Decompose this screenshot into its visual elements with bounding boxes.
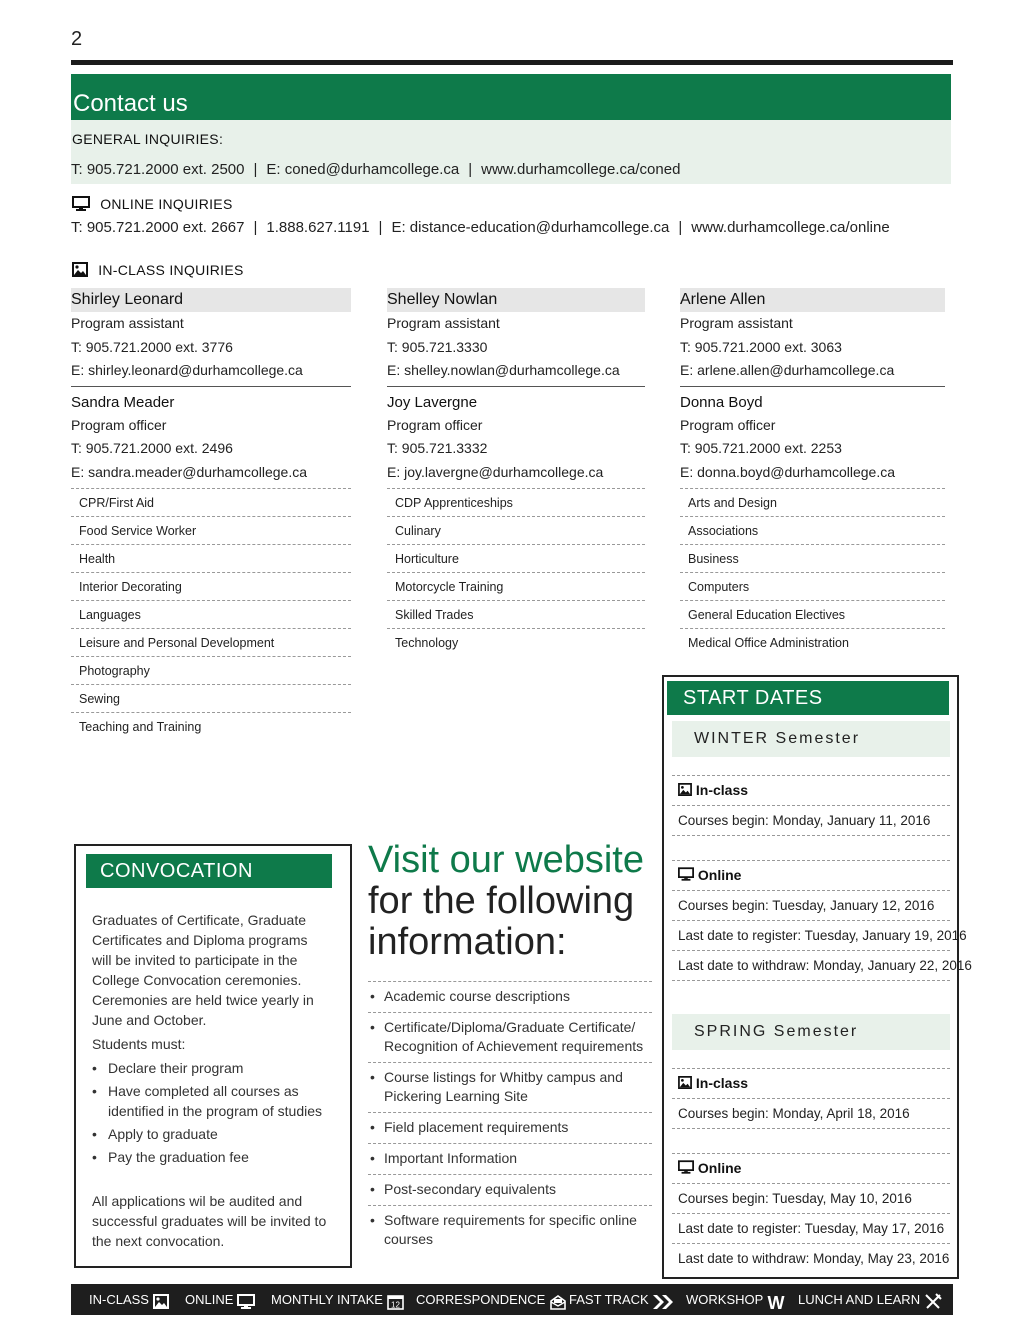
visit-website-heading <box>368 840 658 963</box>
workshop-icon-letter: W <box>767 1293 785 1310</box>
online-contact-line <box>71 219 890 236</box>
officer-role: Program officer <box>680 416 776 433</box>
spring-inclass-heading <box>672 1068 950 1099</box>
list-item: • Declare their program <box>92 1058 330 1078</box>
spring-online-register: Last date to register: Tuesday, May 17, 2016 <box>672 1214 950 1244</box>
divider <box>680 386 945 387</box>
calendar-icon <box>387 1285 404 1316</box>
start-dates-title: START DATES <box>667 681 949 715</box>
program-item: Food Service Worker <box>71 517 351 545</box>
winter-online-begin: Courses begin: Tuesday, January 12, 2016 <box>672 891 950 921</box>
program-item: Motorcycle Training <box>387 573 645 601</box>
contact-column-2 <box>387 288 645 656</box>
divider <box>71 386 351 387</box>
spring-online-label: Online <box>697 1160 742 1176</box>
page-number: 2 <box>71 28 83 50</box>
program-item: Health <box>71 545 351 573</box>
program-item: Sewing <box>71 685 351 713</box>
assistant-name: Shirley Leonard <box>71 288 351 312</box>
general-email[interactable]: E: coned@durhamcollege.ca <box>266 161 460 178</box>
assistant-role: Program assistant <box>71 315 184 331</box>
program-item: Skilled Trades <box>387 601 645 629</box>
list-item: • Field placement requirements <box>368 1113 652 1144</box>
list-item: • Important Information <box>368 1144 652 1175</box>
officer-email[interactable]: E: joy.lavergne@durhamcollege.ca <box>387 463 604 480</box>
program-item: Medical Office Administration <box>688 636 849 650</box>
separator: | <box>678 219 683 236</box>
convocation-body <box>92 910 330 1251</box>
contact-header <box>71 74 951 120</box>
convocation-intro: Graduates of Certificate, Graduate Certificates and Diploma programs will be invited to participate in the College Convocation ceremonies. Ceremonies are held twice yearly in June and October. <box>92 912 314 1028</box>
program-item: Technology <box>395 636 459 650</box>
program-item: General Education Electives <box>680 601 945 629</box>
separator: | <box>253 161 258 178</box>
list-item: • Software requirements for specific online courses <box>368 1206 652 1255</box>
program-list <box>680 488 945 656</box>
winter-online-register: Last date to register: Tuesday, January 19, 2016 <box>672 921 950 951</box>
fork-knife-icon <box>924 1285 942 1316</box>
list-item: • Academic course descriptions <box>368 982 652 1013</box>
assistant-phone: T: 905.721.3330 <box>387 338 488 355</box>
start-dates-box <box>662 675 972 1279</box>
officer-name: Joy Lavergne <box>387 393 478 411</box>
program-item: Culinary <box>387 517 645 545</box>
winter-inclass-heading <box>672 775 950 806</box>
assistant-email[interactable]: E: shelley.nowlan@durhamcollege.ca <box>387 362 620 378</box>
monitor-icon <box>237 1285 255 1316</box>
list-item: • Pay the graduation fee <box>92 1147 330 1167</box>
visit-line-2: for the following <box>368 880 635 922</box>
monitor-icon <box>72 196 90 214</box>
separator: | <box>378 219 383 236</box>
officer-name: Donna Boyd <box>680 393 763 411</box>
convocation-must: Students must: <box>92 1036 186 1052</box>
assistant-role: Program assistant <box>680 315 793 331</box>
program-item: Associations <box>680 517 945 545</box>
assistant-email[interactable]: E: shirley.leonard@durhamcollege.ca <box>71 362 303 378</box>
legend-correspondence-label: CORRESPONDENCE <box>416 1292 546 1307</box>
legend-workshop <box>686 1284 785 1315</box>
convocation-title: CONVOCATION <box>86 854 332 888</box>
monitor-icon <box>678 862 694 891</box>
officer-role: Program officer <box>387 416 483 433</box>
legend-lunch-and-learn <box>798 1284 942 1315</box>
legend-lunch-label: LUNCH AND LEARN <box>798 1292 921 1307</box>
program-item: Teaching and Training <box>79 720 202 734</box>
classroom-icon <box>678 1070 692 1099</box>
contact-title: Contact us <box>73 90 188 117</box>
monitor-icon <box>678 1155 694 1184</box>
program-item: Horticulture <box>387 545 645 573</box>
spring-semester-title: SPRING Semester <box>672 1014 950 1050</box>
legend-online-label: ONLINE <box>185 1292 234 1307</box>
legend-fast-track <box>569 1284 674 1315</box>
divider <box>387 386 645 387</box>
officer-phone: T: 905.721.2000 ext. 2253 <box>680 440 842 456</box>
separator: | <box>468 161 473 178</box>
program-item: Business <box>680 545 945 573</box>
footer-legend <box>71 1284 953 1315</box>
assistant-name: Arlene Allen <box>680 288 945 312</box>
online-inquiries-label: ONLINE INQUIRIES <box>100 196 233 212</box>
general-phone: T: 905.721.2000 ext. 2500 <box>71 161 245 178</box>
spring-online-withdraw: Last date to withdraw: Monday, May 23, 2016 <box>678 1251 950 1266</box>
visit-line-3: information: <box>368 921 567 963</box>
program-item: Languages <box>71 601 351 629</box>
classroom-icon <box>153 1285 169 1316</box>
program-list <box>71 488 351 740</box>
online-web-link[interactable]: www.durhamcollege.ca/online <box>691 219 890 236</box>
program-list <box>387 488 645 656</box>
workshop-icon <box>767 1285 785 1316</box>
visit-line-1: Visit our website <box>368 839 644 881</box>
spring-inclass-label: In-class <box>695 1075 749 1091</box>
spring-inclass-begin: Courses begin: Monday, April 18, 2016 <box>672 1099 950 1129</box>
contact-column-1 <box>71 288 351 740</box>
assistant-email[interactable]: E: arlene.allen@durhamcollege.ca <box>680 362 895 378</box>
spring-semester <box>672 1014 950 1273</box>
top-rule <box>71 60 953 65</box>
program-item: Computers <box>680 573 945 601</box>
winter-online-heading <box>672 860 950 891</box>
convocation-closing: All applications wil be audited and successful graduates will be invited to the next convocation. <box>92 1193 327 1249</box>
legend-correspondence <box>416 1284 567 1315</box>
general-contact-line <box>71 161 680 178</box>
double-chevron-icon <box>652 1285 674 1316</box>
winter-semester-title: WINTER Semester <box>672 721 950 757</box>
convocation-box <box>74 844 352 1268</box>
general-inquiries-label: GENERAL INQUIRIES: <box>72 131 224 147</box>
officer-email[interactable]: E: donna.boyd@durhamcollege.ca <box>680 463 896 480</box>
program-item: CDP Apprenticeships <box>387 489 645 517</box>
program-item: CPR/First Aid <box>71 489 351 517</box>
legend-monthly-label: MONTHLY INTAKE <box>271 1292 383 1307</box>
officer-name: Sandra Meader <box>71 393 175 411</box>
spring-online-heading <box>672 1153 950 1184</box>
online-inquiries-heading <box>72 196 233 214</box>
winter-inclass-label: In-class <box>695 782 749 798</box>
winter-inclass-begin: Courses begin: Monday, January 11, 2016 <box>672 806 950 836</box>
assistant-phone: T: 905.721.2000 ext. 3063 <box>680 338 842 355</box>
spring-online-begin: Courses begin: Tuesday, May 10, 2016 <box>672 1184 950 1214</box>
list-item: • Course listings for Whitby campus and Pickering Learning Site <box>368 1063 652 1113</box>
inclass-inquiries-heading <box>72 262 244 280</box>
officer-phone: T: 905.721.3332 <box>387 440 488 456</box>
online-tollfree: 1.888.627.1191 <box>266 219 370 236</box>
winter-online-withdraw: Last date to withdraw: Monday, January 22, 2016 <box>672 951 950 981</box>
legend-online <box>185 1284 255 1315</box>
assistant-name: Shelley Nowlan <box>387 288 645 312</box>
online-email[interactable]: E: distance-education@durhamcollege.ca <box>391 219 670 236</box>
program-item: Arts and Design <box>680 489 945 517</box>
winter-semester <box>672 721 972 981</box>
legend-workshop-label: WORKSHOP <box>686 1292 764 1307</box>
program-item: Interior Decorating <box>71 573 351 601</box>
list-item: • Post-secondary equivalents <box>368 1175 652 1206</box>
visit-website-list <box>368 981 652 1255</box>
assistant-role: Program assistant <box>387 315 500 331</box>
winter-online-label: Online <box>697 867 742 883</box>
program-item: Leisure and Personal Development <box>71 629 351 657</box>
online-phone: T: 905.721.2000 ext. 2667 <box>71 219 245 236</box>
legend-inclass <box>89 1284 169 1315</box>
officer-email[interactable]: E: sandra.meader@durhamcollege.ca <box>71 463 308 480</box>
separator: | <box>253 219 258 236</box>
calendar-icon-number: 12 <box>390 1300 400 1310</box>
classroom-icon <box>678 777 692 806</box>
list-item: • Certificate/Diploma/Graduate Certificate/ Recognition of Achievement requirements <box>368 1013 652 1063</box>
general-web-link[interactable]: www.durhamcollege.ca/coned <box>481 161 681 178</box>
contact-column-3 <box>680 288 945 656</box>
classroom-icon <box>72 262 88 280</box>
assistant-phone: T: 905.721.2000 ext. 3776 <box>71 338 233 355</box>
list-item: • Have completed all courses as identified in the program of studies <box>92 1081 330 1121</box>
list-item: • Apply to graduate <box>92 1124 330 1144</box>
officer-role: Program officer <box>71 416 167 433</box>
inclass-inquiries-label: IN-CLASS INQUIRIES <box>98 262 244 278</box>
convocation-requirements <box>92 1058 330 1167</box>
legend-fasttrack-label: FAST TRACK <box>569 1292 649 1307</box>
mail-icon <box>549 1285 567 1316</box>
officer-phone: T: 905.721.2000 ext. 2496 <box>71 440 233 456</box>
legend-monthly-intake <box>271 1284 404 1315</box>
legend-inclass-label: IN-CLASS <box>89 1292 149 1307</box>
program-item: Photography <box>71 657 351 685</box>
